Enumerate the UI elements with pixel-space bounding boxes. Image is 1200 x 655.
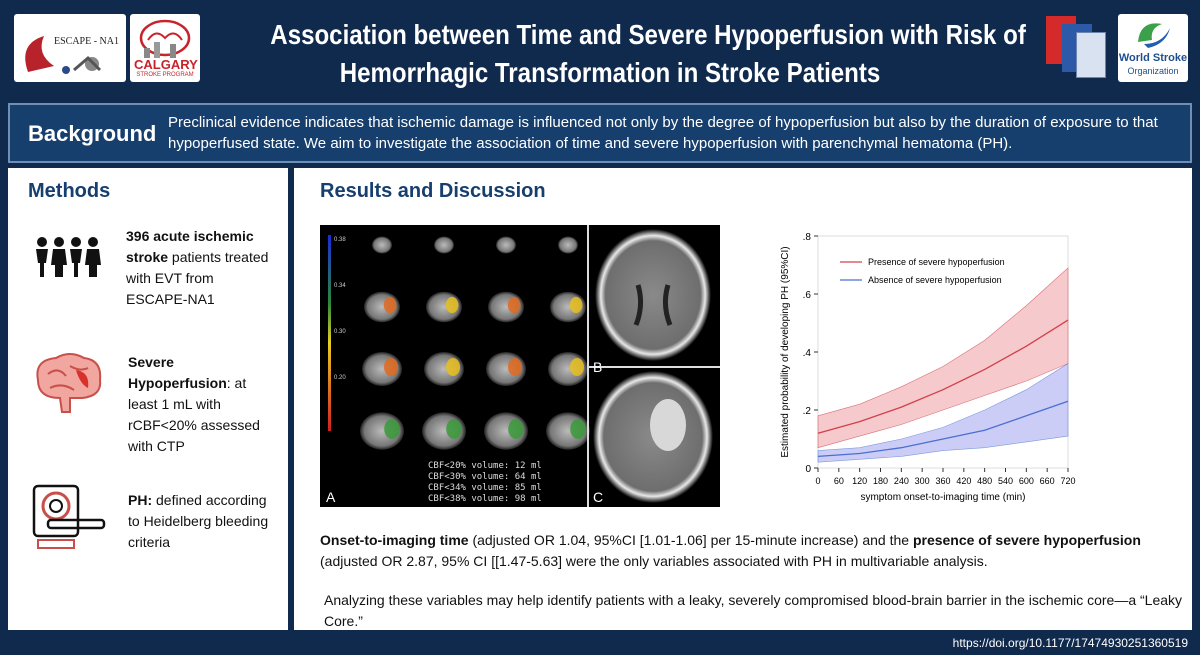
methods-item-ph-text: defined according to Heidelberg bleeding criteria: [128, 492, 269, 550]
results-p1-text-mid: (adjusted OR 1.04, 95%CI [1.01-1.06] per 15-minute increase) and the: [468, 532, 913, 548]
results-p1-text-end: (adjusted OR 2.87, 95% CI [[1.47-5.63] were the only variables associated with PH in multivariable analysis.: [320, 553, 988, 569]
cbf-volume-20: CBF<20% volume: 12 ml: [428, 461, 542, 471]
y-tick-label: .6: [802, 290, 811, 301]
x-tick-label: 300: [914, 476, 930, 486]
methods-panel: [8, 168, 288, 630]
cbf-scale-label-2: 0.34: [334, 283, 346, 289]
perfusion-deficit: [384, 419, 399, 439]
wso-swirl-icon: [1118, 14, 1188, 50]
methods-item-patients-text: patients treated with EVT from ESCAPE-NA1: [126, 249, 269, 307]
methods-item-hypoperfusion-text: : at least 1 mL with rCBF<20% assessed with CTP: [128, 375, 260, 454]
cbf-scale-label-1: 0.38: [334, 237, 346, 243]
cbf-volume-list: [428, 461, 542, 505]
perfusion-slice: [558, 237, 578, 254]
perfusion-deficit: [570, 419, 585, 439]
x-tick-label: 720: [1060, 476, 1076, 486]
y-tick-label: .8: [802, 232, 811, 243]
perfusion-slice: [434, 237, 454, 254]
poster-title-line2: Hemorrhagic Transformation in Stroke Patients: [339, 57, 881, 88]
x-tick-label: 180: [872, 476, 889, 486]
hematoma-region: [650, 399, 686, 451]
perfusion-deficit: [508, 297, 521, 313]
results-p1-bold-time: Onset-to-imaging time: [320, 532, 469, 548]
panel-label-a: A: [326, 489, 336, 505]
x-tick-label: 120: [852, 476, 868, 486]
probability-chart: [770, 220, 1100, 510]
cbf-volume-34: CBF<34% volume: 85 ml: [428, 483, 542, 493]
x-tick-label: 660: [1039, 476, 1055, 486]
x-tick-label: 0: [815, 476, 821, 486]
perfusion-deficit: [384, 297, 397, 313]
ct-scan-b: [595, 229, 711, 361]
methods-heading: Methods: [28, 180, 111, 202]
results-paragraph-2: Analyzing these variables may help identify patients with a leaky, severely compromised blood-brain barrier in the ischemic core—a “Leaky Core.”: [324, 592, 1183, 629]
background-heading: Background: [28, 121, 157, 146]
y-tick-label: 0: [805, 464, 811, 475]
panel-label-b: B: [593, 359, 603, 375]
cbf-volume-30: CBF<30% volume: 64 ml: [428, 472, 542, 482]
perfusion-deficit: [508, 358, 522, 376]
cbf-color-scale: [328, 235, 331, 431]
methods-item-ph: [128, 490, 278, 553]
methods-item-hypoperfusion: [128, 352, 278, 457]
perfusion-deficit: [446, 297, 459, 313]
calgary-logo-text: CALGARY: [134, 57, 198, 72]
perfusion-slice: [496, 237, 516, 254]
y-axis-label: Estimated probability of developing PH (95%CI): [780, 246, 791, 458]
calgary-logo: [130, 14, 200, 82]
perfusion-deficit: [446, 419, 461, 439]
perfusion-deficit: [446, 358, 460, 376]
x-tick-label: 420: [956, 476, 972, 486]
escape-logo-text: ESCAPE - NA1: [54, 36, 120, 47]
perfusion-thumbnails: [360, 237, 590, 450]
patients-icon: [32, 234, 102, 284]
results-p1-bold-hypo: presence of severe hypoperfusion: [912, 532, 1141, 548]
poster-title-line1: Association between Time and Severe Hypoperfusion with Risk of: [270, 19, 1026, 50]
escape-logo-graphic: [14, 14, 126, 82]
results-heading: Results and Discussion: [320, 180, 546, 202]
cbf-scale-label-4: 0.20: [334, 375, 346, 381]
background-section: [8, 103, 1192, 163]
world-stroke-organization-logo: [1118, 14, 1188, 82]
panel-label-c: C: [593, 489, 604, 505]
methods-item-hypoperfusion-bold: Severe Hypoperfusion: [128, 354, 227, 391]
journal-covers-logo: [1046, 16, 1108, 78]
legend-label: Presence of severe hypoperfusion: [868, 257, 1005, 267]
cbf-scale-label-3: 0.30: [334, 329, 346, 335]
x-tick-label: 240: [893, 476, 909, 486]
perfusion-deficit: [570, 358, 584, 376]
results-paragraph-1: [320, 530, 1180, 572]
perfusion-slice: [372, 237, 392, 254]
legend-label: Absence of severe hypoperfusion: [868, 275, 1002, 285]
methods-item-patients: [126, 226, 276, 310]
figure-divider-horizontal: [587, 366, 720, 368]
wso-logo-text: World Stroke: [1118, 52, 1188, 64]
escape-na1-logo: [14, 14, 126, 82]
x-tick-label: 480: [977, 476, 993, 486]
x-tick-label: 360: [935, 476, 951, 486]
y-tick-label: .2: [802, 406, 811, 417]
methods-item-ph-bold: PH:: [128, 492, 153, 508]
wso-logo-subtext: Organization: [1127, 66, 1179, 76]
background-text: Preclinical evidence indicates that ischemic damage is influenced not only by the degree of hypoperfusion but also by the duration of exposure to that hypoperfused state. We aim to investigate the association of time and severe hypoperfusion with parenchymal hematoma (PH).: [168, 114, 1158, 152]
brain-icon: [30, 350, 106, 416]
ct-scanner-icon: [30, 482, 108, 552]
doi-link[interactable]: https://doi.org/10.1177/17474930251360519: [952, 636, 1188, 650]
cbf-volume-38: CBF<38% volume: 98 ml: [428, 494, 542, 504]
x-tick-label: 600: [1018, 476, 1034, 486]
y-tick-label: .4: [802, 348, 811, 359]
perfusion-deficit: [570, 297, 583, 313]
x-axis-label: symptom onset-to-imaging time (min): [860, 492, 1026, 503]
calgary-logo-subtext: STROKE PROGRAM: [136, 72, 194, 78]
perfusion-deficit: [508, 419, 523, 439]
ct-perfusion-figure: [320, 225, 720, 507]
x-tick-label: 540: [997, 476, 1014, 486]
x-tick-label: 60: [833, 476, 844, 486]
poster-title: [270, 16, 1026, 92]
journal-cover-light: [1076, 32, 1106, 78]
methods-item-patients-bold: 396 acute ischemic stroke: [126, 228, 254, 265]
perfusion-deficit: [384, 358, 398, 376]
